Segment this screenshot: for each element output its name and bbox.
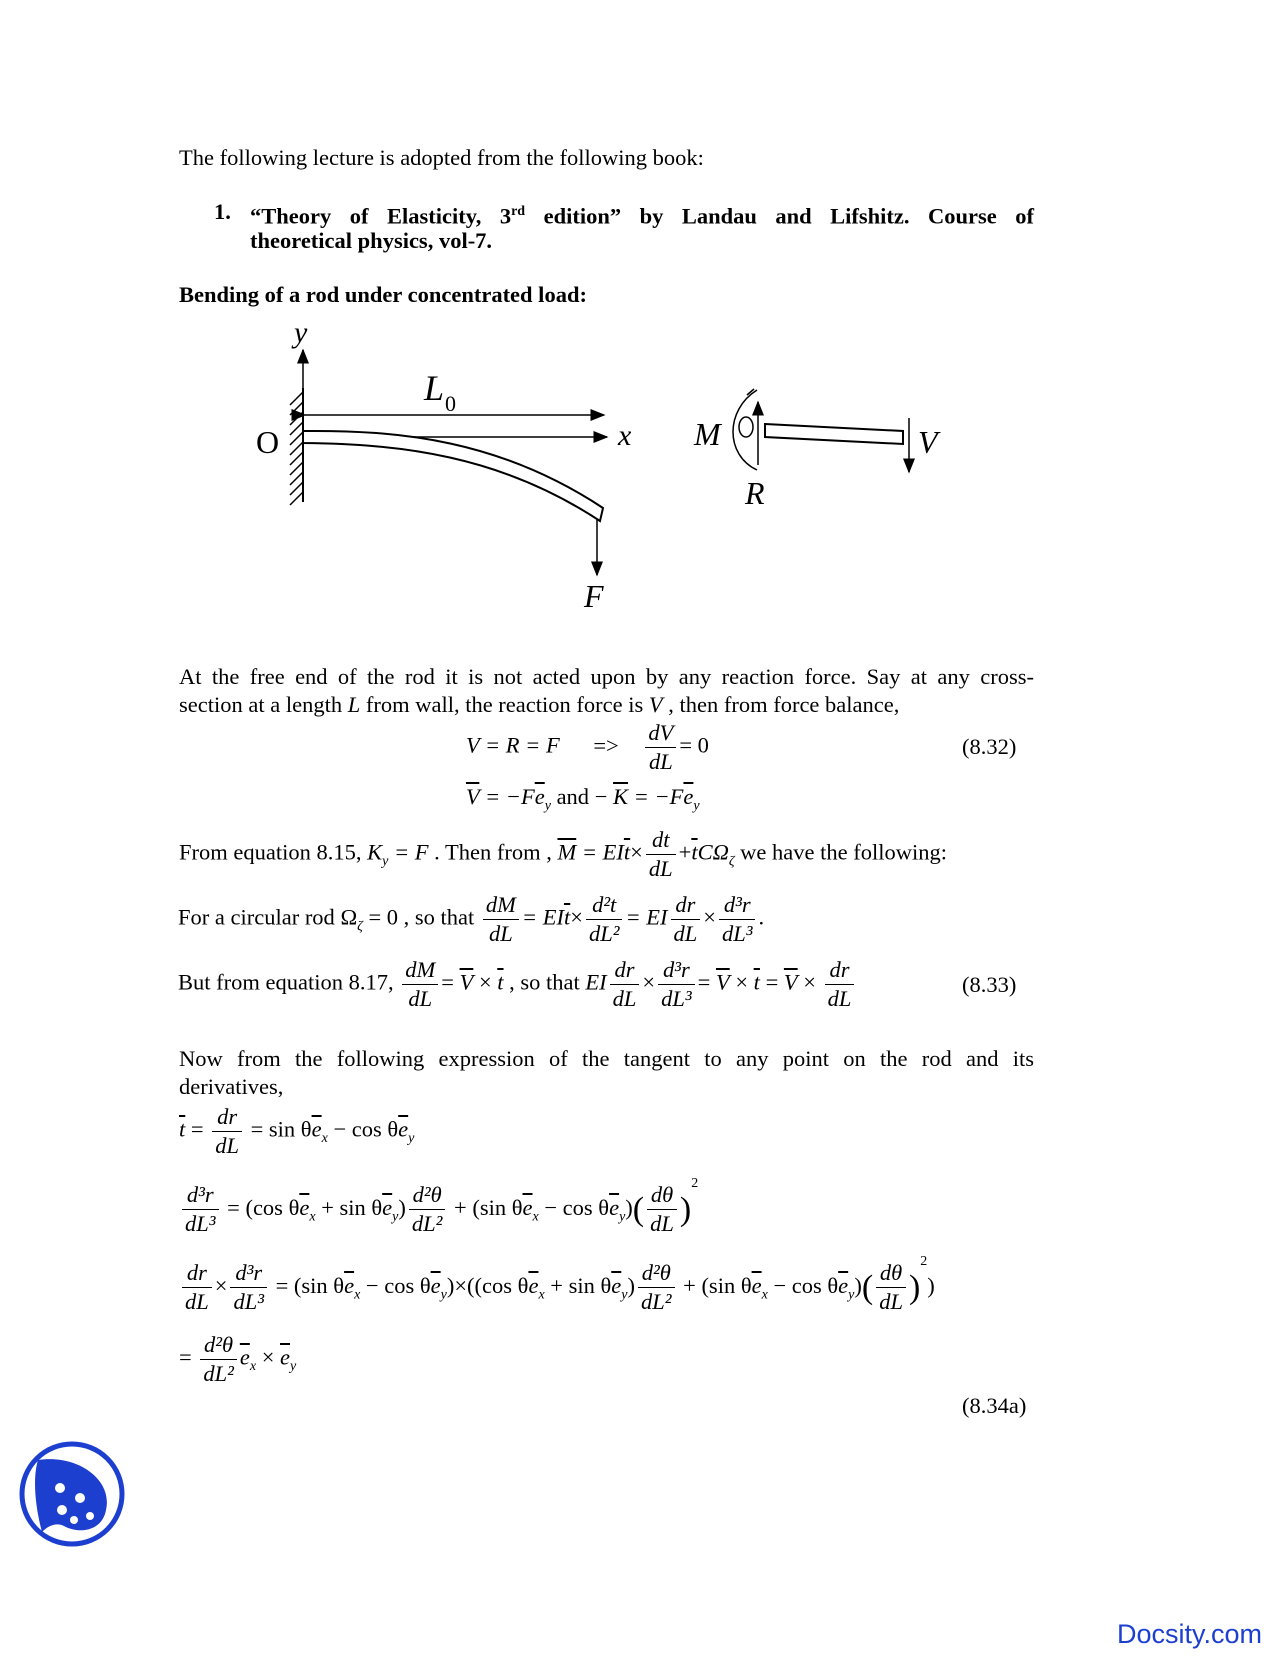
section-heading: Bending of a rod under concentrated load: [179,282,587,307]
equation-8-33: But from equation 8.17, $\frac{dM}{dL}$ = $\overline{V} \times \overline{t}$ , so that EI $\frac{dr}{dL}$ × $\frac{\text{d³r}}{\text{dL³}}$ = $\overline{V} \times \overline{t} = \overline{V}$ × $\frac{dr}{dL}$ [178,957,857,1012]
reference-line1: “Theory of Elasticity, 3rd edition” by Landau and Lifshitz. Course of [250,203,1034,229]
equation-8-32: V = R = F => $\frac{dV}{dL}$ = 0 [466,720,709,774]
cross-product-equation: $\frac{dr}{dL}$ × $\frac{\text{d³r}}{\text{dL³}}$ = (sin $\theta\overline{e}_x - \cos \theta\overline{e}_y)\times((\cos$ $\theta\overline{e}_x + \sin \theta\overline{e}_y$) $\frac{\text{d²θ}}{\text{dL²}}$ + (sin $\theta\overline{e}_x - \cos \theta\overline{e}_y$)( $\frac{d\theta}{dL}$ )$^2$) [179,1254,935,1315]
paragraph-1-line1: At the free end of the rod it is not acted upon by any reaction force. Say at any cross- [179,664,1034,689]
y-axis-label: y [294,316,308,349]
result-equation: = $\frac{\text{d²θ}}{\text{dL²}}$ $\overline{e}_x \times \overline{e}_y$ [179,1332,297,1386]
paragraph-2-line2: derivatives, [179,1074,284,1099]
force-label: F [584,578,604,614]
paragraph-1-line2: section at a length L from wall, the reaction force is V , then from force balance, [179,692,900,717]
from-equation-8-15: From equation 8.15, $K_y = F$ . Then from , $\overline{M} = EI\overline{t}\times$ $\frac{dt}{dL}$ $+\overline{t}C\Omega_\zeta$ we have the following: [179,827,947,881]
equation-number-8-33: (8.33) [962,972,1017,997]
tangent-equation: $\overline{t}$ = $\frac{dr}{dL}$ = $\sin \theta\overline{e}_x - \cos \theta\overline{e}_y$ [179,1104,415,1158]
equation-number-8-34a: (8.34a) [962,1393,1027,1418]
docsity-logo-icon[interactable] [18,1440,126,1548]
length-subscript: 0 [445,391,456,416]
reference-line2: theoretical physics, vol-7. [250,228,493,253]
third-derivative-equation: $\frac{\text{d³r}}{\text{dL³}}$ = (cos $\theta\overline{e}_x + \sin \theta\overline{e}_y$) $\frac{\text{d²θ}}{\text{dL²}}$ + (sin $\theta\overline{e}_x - \cos \theta\overline{e}_y$)( $\frac{d\theta}{dL}$ )$^2$ [179,1176,698,1237]
origin-label: O [256,424,280,460]
bent-rod [303,431,603,521]
equation-8-32-line2: $\overline{V} = -F\overline{e}_y$ and − $\overline{K} = -F\overline{e}_y$ [466,784,700,814]
docsity-watermark[interactable]: Docsity.com [1116,1619,1262,1649]
length-label: L [424,368,445,408]
rod-bending-figure [240,310,1000,630]
intro-text: The following lecture is adopted from the following book: [179,145,704,170]
circular-rod-equation: For a circular rod $\Omega_\zeta = 0$ , so that $\frac{dM}{dL}$ = $EI\overline{t}\times$ $\frac{\text{d²t}}{\text{dL²}}$ = EI $\frac{dr}{dL}$ × $\frac{\text{d³r}}{\text{dL³}}$ . [178,892,765,946]
reference-number: 1. [214,199,231,224]
reaction-R-label: R [745,475,765,511]
wall-hatching [290,392,303,505]
paragraph-2-line1: Now from the following expression of the tangent to any point on the rod and its [179,1046,1034,1071]
section-marker [739,417,753,437]
reaction-V-label: V [918,424,938,460]
rod-segment [765,424,903,444]
x-axis-label: x [618,419,632,452]
equation-number-8-32: (8.32) [962,734,1017,759]
moment-label: M [694,416,721,452]
